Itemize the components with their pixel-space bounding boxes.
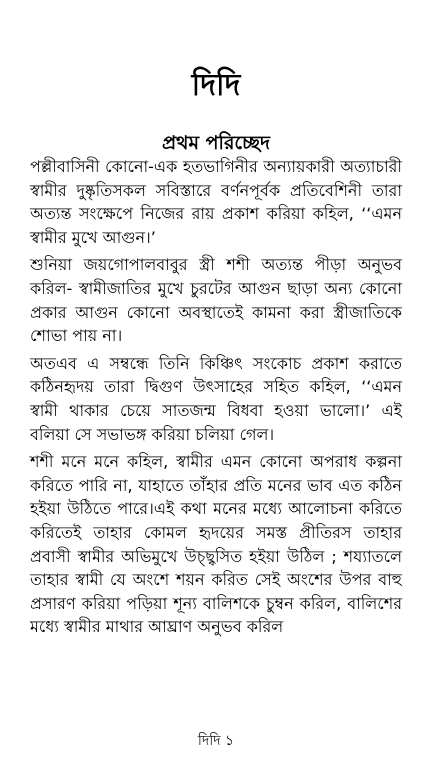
page-footer: দিদি ১ bbox=[197, 733, 235, 749]
chapter-heading: প্রথম পরিচ্ছেদ bbox=[161, 132, 271, 154]
paragraph-4: শশী মনে মনে কহিল, স্বামীর এমন কোনো অপরাধ কল্পনা করিতে পারি না, যাহাতে তাঁহার প্রতি মনের ভাব এত কঠিন হইয়া উঠিতে পারে।এই কথা মনের মধ্যে আলোচনা করিতে করিতেই তাহার কোমল হৃদয়ের সমস্ত প্রীতিরস তাহার প্রবাসী স্বামীর অভিমুখে উচ্ছ্বসিত হইয়া উঠিল ; শয্যাতলে তাহার স্বামী যে অংশে শয়ন করিত সেই অংশের উপর বাহু প্রসারণ করিয়া পড়িয়া শূন্য বালিশকে চুম্বন করিল, বালিশের মধ্যে স্বামীর মাথার আঘ্রাণ অনুভব করিল bbox=[30, 452, 402, 637]
paragraph-3: অতএব এ সম্বন্ধে তিনি কিঞ্চিৎ সংকোচ প্রকাশ করাতে কঠিনহৃদয় তারা দ্বিগুণ উৎসাহের সহিত কহিল, ‘‘এমন স্বামী থাকার চেয়ে সাতজন্ম বিধবা হওয়া ভালো।’ এই বলিয়া সে সভাভঙ্গ করিয়া চলিয়া গেল। bbox=[30, 353, 402, 444]
page-title: দিদি bbox=[191, 68, 241, 103]
paragraph-2: শুনিয়া জয়গোপালবাবুর স্ত্রী শশী অত্যন্ত পীড়া অনুভব করিল- স্বামীজাতির মুখে চুরটের আগুন ছাড়া অন্য কোনো প্রকার আগুন কোনো অবস্থাতেই কামনা করা স্ত্রীজাতিকে শোভা পায় না। bbox=[30, 255, 402, 346]
paragraph-1: পল্লীবাসিনী কোনো-এক হতভাগিনীর অন্যায়কারী অত্যাচারী স্বামীর দুষ্কৃতিসকল সবিস্তারে বর্ণনপূর্বক প্রতিবেশিনী তারা অত্যন্ত সংক্ষেপে নিজের রায় প্রকাশ করিয়া কহিল, ‘‘এমন স্বামীর মুখে আগুন।’ bbox=[30, 157, 402, 247]
body-text bbox=[30, 155, 402, 643]
